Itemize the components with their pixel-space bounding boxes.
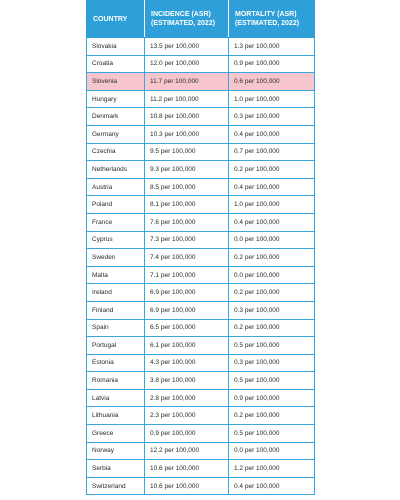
country-cell: Czechia xyxy=(87,143,145,161)
table-row xyxy=(87,213,315,231)
table-row xyxy=(87,407,315,425)
mortality-cell: 0.0 per 100,000 xyxy=(229,442,315,460)
incidence-cell: 10.8 per 100,000 xyxy=(145,108,229,126)
country-cell: Serbia xyxy=(87,460,145,478)
incidence-cell: 8.1 per 100,000 xyxy=(145,196,229,214)
mortality-cell: 0.7 per 100,000 xyxy=(229,143,315,161)
mortality-cell: 0.4 per 100,000 xyxy=(229,125,315,143)
country-cell: Norway xyxy=(87,442,145,460)
mortality-cell: 0.2 per 100,000 xyxy=(229,319,315,337)
column-header-incidence: INCIDENCE (ASR) (ESTIMATED, 2022) xyxy=(145,1,229,38)
table-row xyxy=(87,125,315,143)
incidence-cell: 7.4 per 100,000 xyxy=(145,249,229,267)
column-header-mortality: MORTALITY (ASR) (ESTIMATED, 2022) xyxy=(229,1,315,38)
table-row xyxy=(87,460,315,478)
incidence-cell: 8.5 per 100,000 xyxy=(145,178,229,196)
mortality-cell: 0.9 per 100,000 xyxy=(229,389,315,407)
country-cell: Netherlands xyxy=(87,161,145,179)
mortality-cell: 0.5 per 100,000 xyxy=(229,337,315,355)
mortality-cell: 0.4 per 100,000 xyxy=(229,213,315,231)
table-header-row xyxy=(87,1,315,38)
mortality-cell: 0.4 per 100,000 xyxy=(229,477,315,495)
table-row xyxy=(87,354,315,372)
country-cell: Hungary xyxy=(87,90,145,108)
incidence-cell: 9.5 per 100,000 xyxy=(145,143,229,161)
mortality-cell: 0.3 per 100,000 xyxy=(229,301,315,319)
table-row xyxy=(87,319,315,337)
country-cell: Malta xyxy=(87,266,145,284)
table-row xyxy=(87,73,315,91)
country-cell: Cyprus xyxy=(87,231,145,249)
data-table-container xyxy=(86,0,314,495)
mortality-cell: 0.0 per 100,000 xyxy=(229,266,315,284)
country-cell: Ireland xyxy=(87,284,145,302)
country-cell: Denmark xyxy=(87,108,145,126)
incidence-cell: 6.9 per 100,000 xyxy=(145,284,229,302)
mortality-cell: 0.2 per 100,000 xyxy=(229,284,315,302)
table-row xyxy=(87,231,315,249)
incidence-cell: 6.9 per 100,000 xyxy=(145,301,229,319)
table-row xyxy=(87,266,315,284)
table-row xyxy=(87,178,315,196)
table-row xyxy=(87,477,315,495)
incidence-cell: 12.0 per 100,000 xyxy=(145,55,229,73)
table-body xyxy=(87,38,315,495)
mortality-cell: 0.2 per 100,000 xyxy=(229,249,315,267)
mortality-cell: 1.2 per 100,000 xyxy=(229,460,315,478)
incidence-cell: 11.2 per 100,000 xyxy=(145,90,229,108)
table-row xyxy=(87,90,315,108)
table-row xyxy=(87,425,315,443)
mortality-cell: 0.2 per 100,000 xyxy=(229,161,315,179)
incidence-cell: 6.1 per 100,000 xyxy=(145,337,229,355)
country-cell: Sweden xyxy=(87,249,145,267)
incidence-cell: 4.3 per 100,000 xyxy=(145,354,229,372)
mortality-cell: 0.3 per 100,000 xyxy=(229,354,315,372)
incidence-cell: 12.2 per 100,000 xyxy=(145,442,229,460)
country-cell: Spain xyxy=(87,319,145,337)
table-row xyxy=(87,38,315,56)
country-cell: Switzerland xyxy=(87,477,145,495)
country-cell: Croatia xyxy=(87,55,145,73)
country-cell: Slovakia xyxy=(87,38,145,56)
mortality-cell: 0.2 per 100,000 xyxy=(229,407,315,425)
mortality-cell: 1.3 per 100,000 xyxy=(229,38,315,56)
country-cell: Slovenia xyxy=(87,73,145,91)
table-row xyxy=(87,301,315,319)
table-row xyxy=(87,55,315,73)
incidence-cell: 10.6 per 100,000 xyxy=(145,460,229,478)
country-cell: France xyxy=(87,213,145,231)
incidence-cell: 7.1 per 100,000 xyxy=(145,266,229,284)
country-cell: Latvia xyxy=(87,389,145,407)
incidence-cell: 7.6 per 100,000 xyxy=(145,213,229,231)
mortality-cell: 0.5 per 100,000 xyxy=(229,425,315,443)
incidence-cell: 2.8 per 100,000 xyxy=(145,389,229,407)
incidence-cell: 10.3 per 100,000 xyxy=(145,125,229,143)
column-header-country: COUNTRY xyxy=(87,1,145,38)
incidence-cell: 0.9 per 100,000 xyxy=(145,425,229,443)
country-cell: Portugal xyxy=(87,337,145,355)
incidence-cell: 11.7 per 100,000 xyxy=(145,73,229,91)
mortality-cell: 0.6 per 100,000 xyxy=(229,73,315,91)
mortality-cell: 0.3 per 100,000 xyxy=(229,108,315,126)
incidence-cell: 9.3 per 100,000 xyxy=(145,161,229,179)
incidence-cell: 13.5 per 100,000 xyxy=(145,38,229,56)
incidence-cell: 2.3 per 100,000 xyxy=(145,407,229,425)
table-row xyxy=(87,249,315,267)
mortality-cell: 1.0 per 100,000 xyxy=(229,196,315,214)
country-cell: Romania xyxy=(87,372,145,390)
table-row xyxy=(87,337,315,355)
incidence-cell: 10.6 per 100,000 xyxy=(145,477,229,495)
incidence-cell: 6.5 per 100,000 xyxy=(145,319,229,337)
table-row xyxy=(87,284,315,302)
table-row xyxy=(87,196,315,214)
country-cell: Greece xyxy=(87,425,145,443)
country-cell: Estonia xyxy=(87,354,145,372)
table-row xyxy=(87,442,315,460)
table-row xyxy=(87,389,315,407)
mortality-cell: 0.4 per 100,000 xyxy=(229,178,315,196)
table-row xyxy=(87,143,315,161)
country-cell: Germany xyxy=(87,125,145,143)
mortality-cell: 0.0 per 100,000 xyxy=(229,231,315,249)
country-cell: Lithuania xyxy=(87,407,145,425)
country-cell: Austria xyxy=(87,178,145,196)
mortality-cell: 0.9 per 100,000 xyxy=(229,55,315,73)
table-row xyxy=(87,372,315,390)
mortality-cell: 1.0 per 100,000 xyxy=(229,90,315,108)
table-row xyxy=(87,161,315,179)
country-cell: Poland xyxy=(87,196,145,214)
country-cell: Finland xyxy=(87,301,145,319)
table-row xyxy=(87,108,315,126)
incidence-cell: 7.3 per 100,000 xyxy=(145,231,229,249)
mortality-cell: 0.5 per 100,000 xyxy=(229,372,315,390)
incidence-mortality-table xyxy=(86,0,315,495)
incidence-cell: 3.8 per 100,000 xyxy=(145,372,229,390)
